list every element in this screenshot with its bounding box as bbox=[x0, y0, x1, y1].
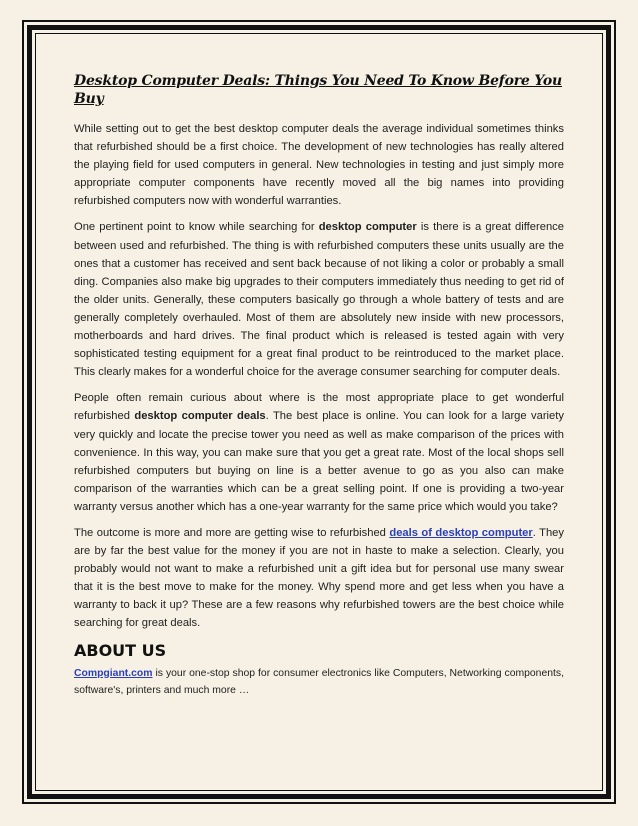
paragraph-3-text-b: . The best place is online. You can look for a large variety very quickly and locate the precise tower you need as well as make comparison of the prices with convenience. In this way, you can make sure that you get a great rate. Most of the local shops sell refurbished computers but buying on line is a better avenue to go as you also can make comparison of the warranties which can be a great selling point. If one is providing a two-year warranty versus another which has a one-year warranty for the same price which would you take? bbox=[74, 410, 564, 513]
paragraph-2-text-b: is there is a great difference between used and refurbished. The thing is with refurbished computers these units usually are the ones that a customer has received and sent back because of not liking a color or probably a small ding. Companies also make big upgrades to their computers immediately thus needing to get rid of the older units. Generally, these computers basically go through a whole battery of tests and are generally completely overhauled. Most of them are absolutely new inside with new processors, motherboards and hard drives. The final product which is released is tested again with very sophisticated testing equipment for a great final product to be reintroduced to the market place. This clearly makes for a wonderful choice for the average consumer searching for computer deals. bbox=[74, 221, 564, 379]
paragraph-4 bbox=[74, 524, 564, 633]
deals-of-desktop-computer-link[interactable]: deals of desktop computer bbox=[389, 526, 533, 539]
paragraph-3 bbox=[74, 389, 564, 516]
article-title: Desktop Computer Deals: Things You Need To Know Before You Buy bbox=[74, 73, 563, 107]
article bbox=[74, 72, 564, 707]
paragraph-4-text-b: . They are by far the best value for the money if you are not in haste to make a selection. Clearly, you probably would not want to make a refurbished unit a gift idea but for personal use many swear that it is the best move to make for the money. Why spend more and get less when you have a warranty to back it up? These are a few reasons why refurbished towers are the best choice while searching for great deals. bbox=[74, 526, 564, 630]
about-us-paragraph bbox=[74, 665, 564, 699]
paragraph-3-text-a: People often remain curious about where is the most appropriate place to get wonderful refurbished bbox=[74, 392, 564, 423]
keyword-desktop-computer-deals: desktop computer deals bbox=[134, 410, 266, 423]
compgiant-link[interactable]: Compgiant.com bbox=[74, 667, 153, 679]
keyword-desktop-computer: desktop computer bbox=[318, 221, 417, 234]
paragraph-2-text-a: One pertinent point to know while searching for bbox=[74, 221, 319, 234]
paragraph-4-text-a: The outcome is more and more are getting wise to refurbished bbox=[74, 526, 390, 539]
paragraph-1: While setting out to get the best desktop computer deals the average individual sometimes thinks that refurbished should be a first choice. The development of new technologies has really altered the playing field for used computers in general. New technologies in testing and just simply more appropriate computer components have recently moved all the big names into providing refurbished computers now with wonderful warranties. bbox=[74, 123, 564, 208]
paragraph-2 bbox=[74, 218, 564, 381]
about-us-text: is your one-stop shop for consumer electronics like Computers, Networking components, software's, printers and much more … bbox=[74, 667, 564, 696]
about-us-heading: ABOUT US bbox=[74, 640, 167, 660]
